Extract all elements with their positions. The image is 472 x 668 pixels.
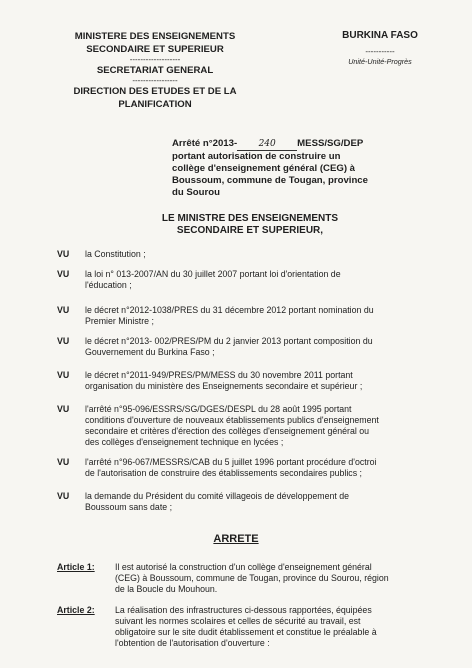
vu-label: VU bbox=[57, 305, 70, 315]
decree-suffix: MESS/SG/DEP bbox=[297, 138, 364, 149]
vu-label: VU bbox=[57, 370, 70, 380]
arrete-heading bbox=[0, 533, 472, 545]
secretariat-name: SECRETARIAT GENERAL bbox=[96, 65, 214, 76]
direction-name-line2: PLANIFICATION bbox=[118, 99, 192, 110]
vu-text bbox=[85, 305, 440, 327]
decree-prefix: Arrêté n°2013- bbox=[172, 138, 238, 149]
article-text-line: de la Boucle du Mouhoun. bbox=[115, 584, 218, 594]
vu-label: VU bbox=[57, 269, 70, 279]
minister-heading bbox=[150, 213, 350, 237]
vu-text-line: Gouvernement du Burkina Faso ; bbox=[85, 347, 215, 357]
vu-text-line: le décret n°2012-1038/PRES du 31 décembre 2012 portant nomination du bbox=[85, 305, 374, 315]
vu-text-line: des collèges d'enseignement technique en lycées ; bbox=[85, 437, 284, 447]
vu-text bbox=[85, 336, 440, 358]
decree-subject-line: collège d'enseignement général (CEG) à bbox=[172, 163, 356, 174]
national-motto: Unité-Unité-Progrès bbox=[348, 57, 412, 66]
vu-label: VU bbox=[57, 491, 70, 501]
vu-text-line: secondaire et critères d'érection des collèges d'enseignement général ou bbox=[85, 426, 370, 436]
separator: ----------------- bbox=[132, 76, 178, 85]
decree-subject-line: portant autorisation de construire un bbox=[172, 151, 341, 162]
article-label: Article 1: bbox=[57, 562, 95, 572]
vu-text-line: l'arrêté n°95-096/ESSRS/SG/DGES/DESPL du 28 août 1995 portant bbox=[85, 404, 352, 414]
country-name: BURKINA FASO bbox=[342, 30, 418, 41]
vu-text-line: Premier Ministre ; bbox=[85, 316, 154, 326]
ministry-name-line1: MINISTERE DES ENSEIGNEMENTS bbox=[74, 31, 236, 42]
decree-number-line bbox=[172, 138, 392, 151]
vu-text-line: la Constitution ; bbox=[85, 249, 146, 259]
vu-text bbox=[85, 491, 440, 513]
vu-text bbox=[85, 370, 440, 392]
vu-text-line: la loi n° 013-2007/AN du 30 juillet 2007 portant loi d'orientation de bbox=[85, 269, 341, 279]
article-text bbox=[115, 562, 435, 595]
vu-text bbox=[85, 457, 440, 479]
vu-label: VU bbox=[57, 249, 70, 259]
article-text-line: Il est autorisé la construction d'un collège d'enseignement général bbox=[115, 562, 372, 572]
vu-text-line: la demande du Président du comité villageois de développement de bbox=[85, 491, 350, 501]
article-text-line: suivant les normes scolaires et celles de sécurité au travail, est bbox=[115, 616, 361, 626]
decree-subject-line: Boussoum, commune de Tougan, province bbox=[172, 175, 368, 186]
vu-label: VU bbox=[57, 336, 70, 346]
article-text bbox=[115, 605, 435, 649]
vu-text-line: le décret n°2011-949/PRES/PM/MESS du 30 novembre 2011 portant bbox=[85, 370, 353, 380]
ministry-name-line2: SECONDAIRE ET SUPERIEUR bbox=[86, 44, 224, 55]
country-header bbox=[320, 30, 440, 66]
vu-text-line: conditions d'ouverture de nouveaux établissements publics d'enseignement bbox=[85, 415, 379, 425]
vu-text-line: organisation du ministère des Enseignements secondaire et supérieur ; bbox=[85, 381, 363, 391]
decree-block bbox=[172, 138, 392, 199]
vu-label: VU bbox=[57, 404, 70, 414]
article-text-line: l'obtention de l'autorisation d'ouverture : bbox=[115, 638, 270, 648]
article-text-line: obligatoire sur le site dudit établissement et constitue le préalable à bbox=[115, 627, 377, 637]
vu-text-line: l'arrêté n°96-067/MESSRS/CAB du 5 juillet 1996 portant procédure d'octroi bbox=[85, 457, 377, 467]
vu-text-line: de l'autorisation de construire des établissements secondaires publics ; bbox=[85, 468, 362, 478]
vu-text-line: le décret n°2013- 002/PRES/PM du 2 janvier 2013 portant composition du bbox=[85, 336, 373, 346]
separator: ------------------- bbox=[129, 55, 181, 64]
vu-text-line: Boussoum sans date ; bbox=[85, 502, 173, 512]
article-text-line: (CEG) à Boussoum, commune de Tougan, province du Sourou, région bbox=[115, 573, 389, 583]
article-label: Article 2: bbox=[57, 605, 95, 615]
vu-text bbox=[85, 249, 440, 260]
minister-heading-line1: LE MINISTRE DES ENSEIGNEMENTS bbox=[161, 213, 339, 224]
arrete-heading-text: ARRETE bbox=[213, 533, 259, 545]
ministry-header bbox=[40, 30, 270, 111]
vu-text bbox=[85, 269, 440, 291]
decree-subject-line: du Sourou bbox=[172, 187, 220, 198]
direction-name-line1: DIRECTION DES ETUDES ET DE LA bbox=[73, 86, 237, 97]
vu-text bbox=[85, 404, 440, 448]
article-text-line: La réalisation des infrastructures ci-dessous rapportées, équipées bbox=[115, 605, 372, 615]
vu-label: VU bbox=[57, 457, 70, 467]
minister-heading-line2: SECONDAIRE ET SUPERIEUR, bbox=[176, 225, 324, 236]
decree-number-handwritten: 240 bbox=[237, 138, 297, 151]
separator: ----------- bbox=[365, 47, 395, 56]
vu-text-line: l'éducation ; bbox=[85, 280, 132, 290]
